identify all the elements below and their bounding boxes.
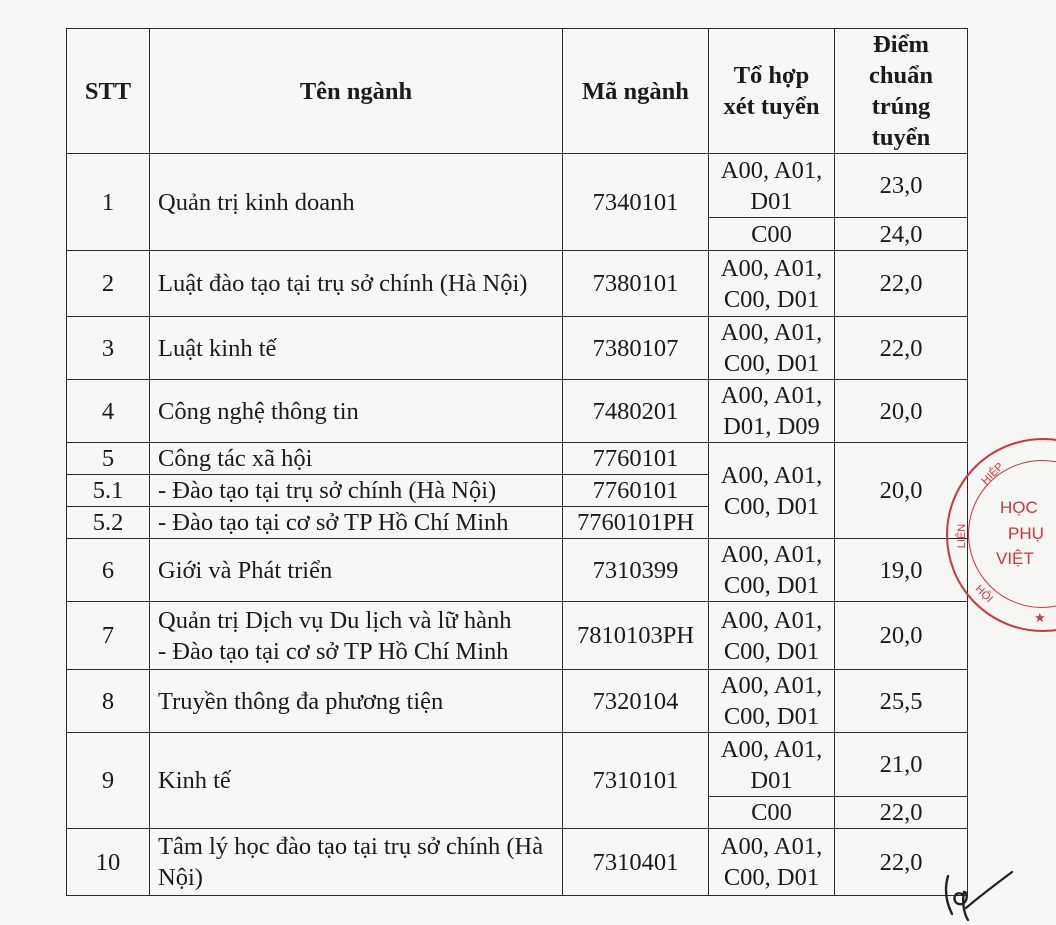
ma-nganh-cell: 7310101 bbox=[563, 733, 709, 829]
to-hop-cell: A00, A01, C00, D01 bbox=[709, 602, 835, 670]
stt-cell: 9 bbox=[67, 733, 150, 829]
stt-cell: 10 bbox=[67, 829, 150, 896]
table-row bbox=[67, 733, 968, 797]
header-diem: Điểm chuẩn trúng tuyển bbox=[835, 29, 968, 154]
diem-cell: 23,0 bbox=[835, 154, 968, 218]
table-row bbox=[67, 380, 968, 443]
stt-cell: 2 bbox=[67, 251, 150, 317]
ten-nganh-cell bbox=[150, 602, 563, 670]
to-hop-cell: A00, A01, C00, D01 bbox=[709, 317, 835, 380]
ten-nganh-cell: - Đào tạo tại trụ sở chính (Hà Nội) bbox=[150, 475, 563, 507]
ten-nganh-cell: Tâm lý học đào tạo tại trụ sở chính (Hà Nội) bbox=[150, 829, 563, 896]
table-row bbox=[67, 443, 968, 475]
to-hop-cell: A00, A01, C00, D01 bbox=[709, 829, 835, 896]
ma-nganh-cell: 7760101 bbox=[563, 475, 709, 507]
to-hop-cell: A00, A01, C00, D01 bbox=[709, 443, 835, 539]
diem-cell: 20,0 bbox=[835, 380, 968, 443]
ma-nganh-cell: 7380107 bbox=[563, 317, 709, 380]
to-hop-cell: A00, A01, C00, D01 bbox=[709, 539, 835, 602]
ten-nganh-cell: Công nghệ thông tin bbox=[150, 380, 563, 443]
to-hop-cell: A00, A01, D01 bbox=[709, 733, 835, 797]
ten-nganh-line: Quản trị Dịch vụ Du lịch và lữ hành bbox=[158, 606, 512, 634]
diem-cell: 22,0 bbox=[835, 797, 968, 829]
seal-arc-top: HIỆP bbox=[979, 460, 1007, 488]
diem-cell: 22,0 bbox=[835, 251, 968, 317]
header-ten-nganh: Tên ngành bbox=[150, 29, 563, 154]
diem-cell: 19,0 bbox=[835, 539, 968, 602]
diem-cell: 22,0 bbox=[835, 829, 968, 896]
table-row bbox=[67, 251, 968, 317]
ten-nganh-cell: Truyền thông đa phương tiện bbox=[150, 670, 563, 733]
header-row bbox=[67, 29, 968, 154]
table-row bbox=[67, 602, 968, 670]
stt-cell: 3 bbox=[67, 317, 150, 380]
header-stt: STT bbox=[67, 29, 150, 154]
diem-cell: 25,5 bbox=[835, 670, 968, 733]
to-hop-cell: A00, A01, D01 bbox=[709, 154, 835, 218]
header-to-hop: Tổ hợp xét tuyển bbox=[709, 29, 835, 154]
diem-cell: 20,0 bbox=[835, 443, 968, 539]
seal-star-icon: ★ bbox=[1034, 610, 1046, 625]
to-hop-cell: C00 bbox=[709, 797, 835, 829]
seal-arc-bottom: HỘI bbox=[972, 582, 995, 606]
stt-cell: 4 bbox=[67, 380, 150, 443]
table-row bbox=[67, 829, 968, 896]
stt-cell: 5.2 bbox=[67, 507, 150, 539]
ma-nganh-cell: 7320104 bbox=[563, 670, 709, 733]
ma-nganh-cell: 7340101 bbox=[563, 154, 709, 251]
seal-text-line2: PHỤ bbox=[1008, 524, 1044, 543]
stt-cell: 5 bbox=[67, 443, 150, 475]
diem-cell: 21,0 bbox=[835, 733, 968, 797]
ma-nganh-cell: 7380101 bbox=[563, 251, 709, 317]
stt-cell: 1 bbox=[67, 154, 150, 251]
signature-mark bbox=[940, 868, 1020, 923]
stt-cell: 5.1 bbox=[67, 475, 150, 507]
ten-nganh-cell: - Đào tạo tại cơ sở TP Hồ Chí Minh bbox=[150, 507, 563, 539]
ma-nganh-cell: 7760101PH bbox=[563, 507, 709, 539]
table-row bbox=[67, 317, 968, 380]
ma-nganh-cell: 7480201 bbox=[563, 380, 709, 443]
table-row bbox=[67, 539, 968, 602]
to-hop-cell: C00 bbox=[709, 218, 835, 251]
ten-nganh-cell: Công tác xã hội bbox=[150, 443, 563, 475]
ma-nganh-cell: 7310399 bbox=[563, 539, 709, 602]
ten-nganh-cell: Luật kinh tế bbox=[150, 317, 563, 380]
ma-nganh-cell: 7760101 bbox=[563, 443, 709, 475]
ten-nganh-line: - Đào tạo tại cơ sở TP Hồ Chí Minh bbox=[158, 637, 509, 665]
table-row bbox=[67, 154, 968, 218]
red-seal-stamp bbox=[946, 438, 1056, 638]
stt-cell: 6 bbox=[67, 539, 150, 602]
seal-text-line1: HỌC bbox=[1000, 498, 1038, 517]
ma-nganh-cell: 7810103PH bbox=[563, 602, 709, 670]
diem-cell: 20,0 bbox=[835, 602, 968, 670]
diem-cell: 24,0 bbox=[835, 218, 968, 251]
table-row bbox=[67, 670, 968, 733]
diem-cell: 22,0 bbox=[835, 317, 968, 380]
ten-nganh-cell: Luật đào tạo tại trụ sở chính (Hà Nội) bbox=[150, 251, 563, 317]
ten-nganh-cell: Giới và Phát triển bbox=[150, 539, 563, 602]
seal-text-line3: VIỆT bbox=[996, 549, 1034, 568]
seal-arc-left: LIÊN bbox=[956, 523, 969, 549]
to-hop-cell: A00, A01, D01, D09 bbox=[709, 380, 835, 443]
ten-nganh-cell: Kinh tế bbox=[150, 733, 563, 829]
admission-score-table bbox=[66, 28, 968, 896]
ma-nganh-cell: 7310401 bbox=[563, 829, 709, 896]
ten-nganh-cell: Quản trị kinh doanh bbox=[150, 154, 563, 251]
header-ma-nganh: Mã ngành bbox=[563, 29, 709, 154]
to-hop-cell: A00, A01, C00, D01 bbox=[709, 670, 835, 733]
stt-cell: 8 bbox=[67, 670, 150, 733]
stt-cell: 7 bbox=[67, 602, 150, 670]
to-hop-cell: A00, A01, C00, D01 bbox=[709, 251, 835, 317]
